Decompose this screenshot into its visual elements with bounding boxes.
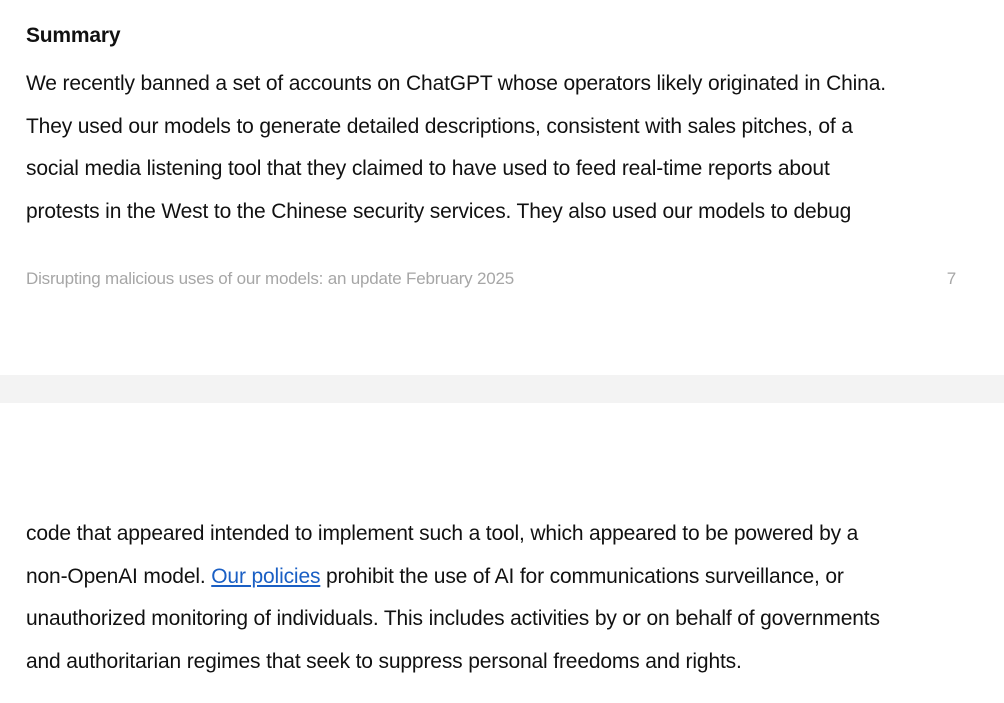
- footer-title: Disrupting malicious uses of our models: an update February 2025: [26, 269, 515, 288]
- summary-paragraph: [26, 63, 986, 234]
- paragraph-line: protests in the West to the Chinese security services. They also used our models to debug: [26, 200, 852, 224]
- paragraph-line: and authoritarian regimes that seek to suppress personal freedoms and rights.: [26, 650, 742, 674]
- line-text-after-link: prohibit the use of AI for communications surveillance, or: [320, 564, 844, 588]
- our-policies-link[interactable]: Our policies: [211, 564, 321, 588]
- paragraph-line: code that appeared intended to implement such a tool, which appeared to be powered by a: [26, 522, 859, 545]
- paragraph-line: We recently banned a set of accounts on ChatGPT whose operators likely originated in China.: [26, 72, 886, 95]
- document-page-bottom: [0, 403, 1004, 703]
- continued-paragraph: [26, 513, 986, 684]
- paragraph-line: They used our models to generate detailed descriptions, consistent with sales pitches, of a: [26, 114, 853, 138]
- line-text-before-link: non-OpenAI model.: [26, 564, 212, 588]
- section-heading: Summary: [26, 24, 121, 47]
- paragraph-line: unauthorized monitoring of individuals. This includes activities by or on behalf of governments: [26, 607, 880, 631]
- page-separator: [0, 375, 1004, 403]
- paragraph-line-with-link: [26, 556, 986, 599]
- page-number: 7: [946, 269, 956, 288]
- paragraph-line: social media listening tool that they claimed to have used to feed real-time reports about: [26, 157, 830, 181]
